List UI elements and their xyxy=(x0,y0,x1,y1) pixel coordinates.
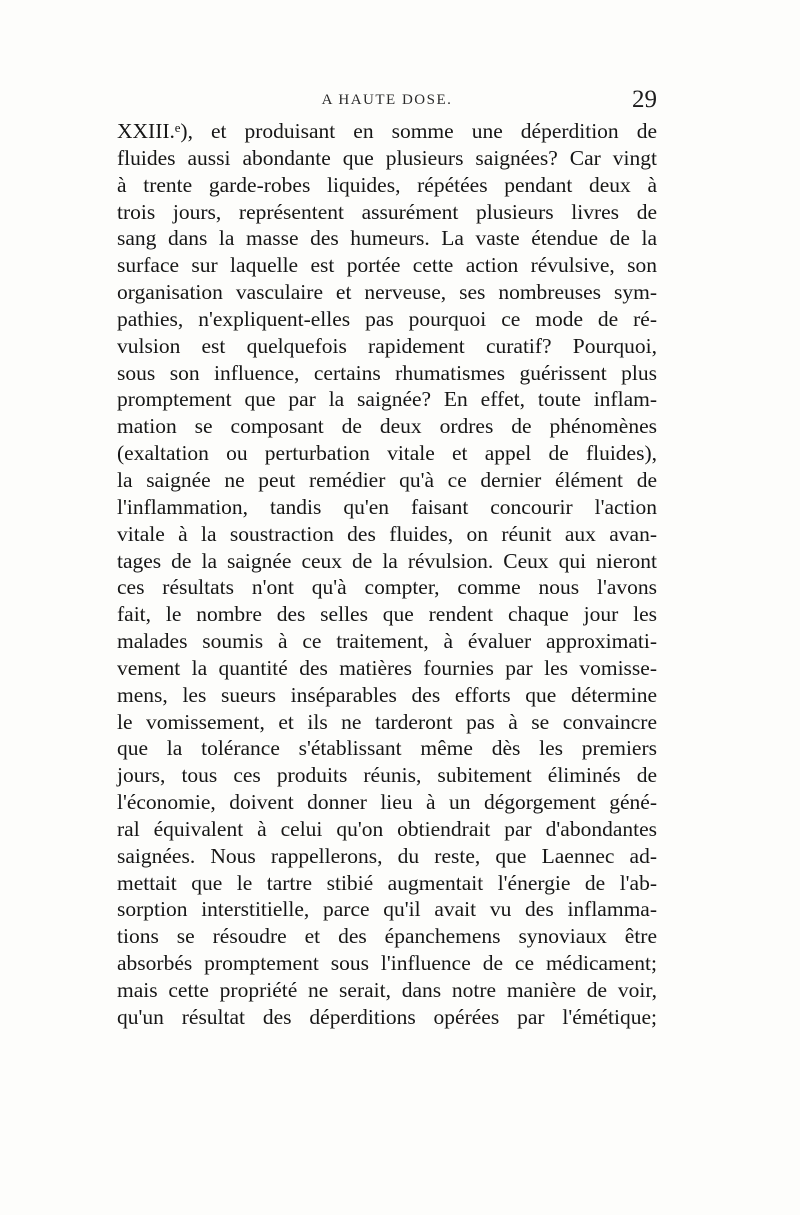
text-line: l'inflammation, tandis qu'en faisant concourir l'action xyxy=(117,494,657,519)
running-head xyxy=(117,86,657,116)
text-line: malades soumis à ce traitement, à évaluer approximati- xyxy=(117,629,657,654)
text-line: ces résultats n'ont qu'à compter, comme nous l'avons xyxy=(117,575,657,600)
text-line: vitale à la soustraction des fluides, on réunit aux avan- xyxy=(117,521,657,546)
text-line: vement la quantité des matières fournies par les vomisse- xyxy=(117,655,657,680)
text-line: mens, les sueurs inséparables des efforts que détermine xyxy=(117,682,657,707)
page-number: 29 xyxy=(632,86,657,113)
text-line: sorption interstitielle, parce qu'il avait vu des inflamma- xyxy=(117,897,657,922)
text-line: absorbés promptement sous l'influence de ce médicament; xyxy=(117,951,657,976)
text-line: jours, tous ces produits réunis, subitement éliminés de xyxy=(117,763,657,788)
text-line: surface sur laquelle est portée cette action révulsive, son xyxy=(117,253,657,278)
text-line: sang dans la masse des humeurs. La vaste étendue de la xyxy=(117,226,657,251)
text-line: trois jours, représentent assurément plusieurs livres de xyxy=(117,199,657,224)
text-line: tions se résoudre et des épanchemens synoviaux être xyxy=(117,924,657,949)
text-line: le vomissement, et ils ne tarderont pas à se convaincre xyxy=(117,709,657,734)
text-line: sous son influence, certains rhumatismes guérissent plus xyxy=(117,360,657,385)
text-line: vulsion est quelquefois rapidement curatif? Pourquoi, xyxy=(117,333,657,358)
text-line: pathies, n'expliquent-elles pas pourquoi ce mode de ré- xyxy=(117,306,657,331)
text-line: fait, le nombre des selles que rendent chaque jour les xyxy=(117,602,657,627)
text-line: XXIII.ᵉ), et produisant en somme une déperdition de xyxy=(117,119,657,143)
text-line: mation se composant de deux ordres de phénomènes xyxy=(117,414,657,439)
text-line: saignées. Nous rappellerons, du reste, que Laennec ad- xyxy=(117,843,657,868)
text-line: que la tolérance s'établissant même dès les premiers xyxy=(117,736,657,761)
text-line: (exaltation ou perturbation vitale et appel de fluides), xyxy=(117,441,657,466)
text-line: tages de la saignée ceux de la révulsion. Ceux qui nieront xyxy=(117,548,657,573)
body-text xyxy=(117,118,657,1031)
text-line: ral équivalent à celui qu'on obtiendrait par d'abondantes xyxy=(117,816,657,841)
running-title: A HAUTE DOSE. xyxy=(321,92,453,108)
text-line: fluides aussi abondante que plusieurs saignées? Car vingt xyxy=(117,145,657,170)
text-line: qu'un résultat des déperditions opérées par l'émétique; xyxy=(117,1004,657,1029)
text-line: la saignée ne peut remédier qu'à ce dernier élément de xyxy=(117,467,657,492)
text-line: à trente garde-robes liquides, répétées pendant deux à xyxy=(117,172,657,197)
text-line: l'économie, doivent donner lieu à un dégorgement géné- xyxy=(117,790,657,815)
text-line: mettait que le tartre stibié augmentait l'énergie de l'ab- xyxy=(117,870,657,895)
text-line: organisation vasculaire et nerveuse, ses nombreuses sym- xyxy=(117,280,657,305)
text-line: mais cette propriété ne serait, dans notre manière de voir, xyxy=(117,978,657,1002)
text-line: promptement que par la saignée? En effet, toute inflam- xyxy=(117,387,657,412)
